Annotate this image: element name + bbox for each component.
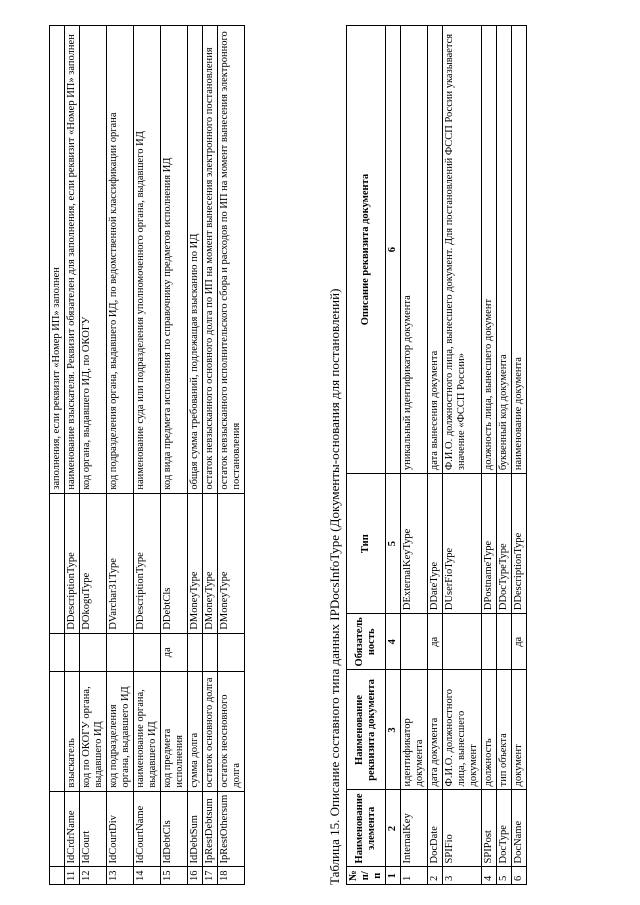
attribute-name: идентификатор документа	[401, 670, 428, 790]
attribute-name: код по ОКОГУ органа, выдавшего ИД	[80, 671, 107, 791]
attribute-description: код органа, выдавшего ИД, по ОКОГУ	[80, 26, 107, 494]
header-cell: Описание реквизита документа	[347, 26, 386, 474]
header-cell: Наименование элемента	[347, 790, 386, 867]
required-flag	[50, 633, 65, 671]
ipdocsinfo-table	[346, 25, 527, 885]
data-type: DOkoguType	[80, 493, 107, 633]
element-name: IdCourtName	[134, 791, 161, 867]
data-type: DMoneyType	[218, 493, 245, 633]
ipdocsinfo-table-body	[401, 26, 527, 885]
attribute-description: общая сумма требований, подлежащая взысканию по ИД	[188, 26, 203, 494]
header-cell: Обязатель ность	[347, 614, 386, 670]
data-type: DDescriptionType	[65, 493, 80, 633]
attribute-description: должность лица, вынесшего документ	[482, 26, 497, 474]
required-flag	[107, 633, 134, 671]
required-flag: да	[428, 614, 443, 670]
attribute-description: буквенный код документа	[497, 26, 512, 474]
row-number: 1	[401, 867, 428, 885]
row-number: 4	[482, 867, 497, 885]
header-cell: Тип	[347, 474, 386, 614]
element-name: DocType	[497, 790, 512, 867]
element-name: IdCrdrName	[65, 791, 80, 867]
data-type: DDescriptionType	[512, 474, 527, 614]
column-number: 6	[386, 26, 401, 474]
table-row	[107, 26, 134, 885]
required-flag	[401, 614, 428, 670]
row-number: 17	[203, 867, 218, 885]
element-name: DocName	[512, 790, 527, 867]
data-type: DDebtCls	[161, 493, 188, 633]
data-type: DDescriptionType	[134, 493, 161, 633]
required-flag	[218, 633, 245, 671]
attribute-name: сумма долга	[188, 671, 203, 791]
attribute-name: документ	[512, 670, 527, 790]
attribute-description: наименование документа	[512, 26, 527, 474]
table-row	[512, 26, 527, 885]
data-type: DDocTypeType	[497, 474, 512, 614]
attributes-table-body	[50, 26, 245, 885]
table-row	[80, 26, 107, 885]
column-number-row	[386, 26, 401, 885]
column-number: 1	[386, 867, 401, 885]
attribute-description: код вида предмета исполнения по справочнику предметов исполнения ИД	[161, 26, 188, 494]
attribute-description: остаток невзысканного исполнительского сбора и расходов по ИП на момент вынесения электронного постановления	[218, 26, 245, 494]
attribute-description: дата вынесения документа	[428, 26, 443, 474]
element-name: IpRestOthersum	[218, 791, 245, 867]
table-row	[65, 26, 80, 885]
row-number: 16	[188, 867, 203, 885]
element-name: IdCourt	[80, 791, 107, 867]
row-number: 14	[134, 867, 161, 885]
table-row	[443, 26, 482, 885]
table-row	[428, 26, 443, 885]
element-name: SPIPost	[482, 790, 497, 867]
row-number: 13	[107, 867, 134, 885]
attribute-description: Ф.И.О. должностного лица, вынесшего документ. Для постановлений ФССП России указывается значение «ФССП России»	[443, 26, 482, 474]
attribute-name: Ф.И.О. должностного лица, вынесшего документ	[443, 670, 482, 790]
required-flag	[80, 633, 107, 671]
column-number: 2	[386, 790, 401, 867]
element-name: IdDebtCls	[161, 791, 188, 867]
row-number: 11	[65, 867, 80, 885]
table-row	[161, 26, 188, 885]
column-number: 3	[386, 670, 401, 790]
row-number: 2	[428, 867, 443, 885]
required-flag	[443, 614, 482, 670]
table-row	[401, 26, 428, 885]
table-row	[218, 26, 245, 885]
table-row	[134, 26, 161, 885]
element-name: InternalKey	[401, 790, 428, 867]
attribute-description: наименование суда или подразделения уполномоченного органа, выдавшего ИД	[134, 26, 161, 494]
attribute-name: должность	[482, 670, 497, 790]
row-number: 6	[512, 867, 527, 885]
row-number: 18	[218, 867, 245, 885]
attribute-name	[50, 671, 65, 791]
attribute-name: код предмета исполнения	[161, 671, 188, 791]
data-type: DMoneyType	[203, 493, 218, 633]
element-name: IdCourtDiv	[107, 791, 134, 867]
attribute-name: взыскатель	[65, 671, 80, 791]
attribute-description: код подразделения органа, выдавшего ИД, по ведомственной классификации органа	[107, 26, 134, 494]
data-type: DUserFioType	[443, 474, 482, 614]
row-number	[50, 867, 65, 885]
rotated-page	[49, 25, 619, 885]
data-type: DExternalKeyType	[401, 474, 428, 614]
table-header-row	[347, 26, 386, 885]
header-cell: Наименование реквизита документа	[347, 670, 386, 790]
attributes-table-continued	[49, 25, 245, 885]
attribute-name: наименование органа, выдавшего ИД	[134, 671, 161, 791]
element-name: IdDebtSum	[188, 791, 203, 867]
table-caption: Таблица 15. Описание составного типа данных IPDocsInfoType (Документы-основания для постановлений)	[327, 288, 342, 885]
table-row	[497, 26, 512, 885]
required-flag: да	[512, 614, 527, 670]
required-flag	[65, 633, 80, 671]
required-flag	[188, 633, 203, 671]
attribute-description: наименование взыскателя. Реквизит обязателен для заполнения, если реквизит «Номер ИП» заполнен	[65, 26, 80, 494]
attribute-description: остаток невзысканного основного долга по ИП на момент вынесения электронного постановления	[203, 26, 218, 494]
data-type	[50, 493, 65, 633]
attribute-description: уникальный идентификатор документа	[401, 26, 428, 474]
required-flag	[497, 614, 512, 670]
attribute-description: заполнения, если реквизит «Номер ИП» заполнен	[50, 26, 65, 494]
column-number: 4	[386, 614, 401, 670]
table-row	[50, 26, 65, 885]
attribute-name: код подразделения органа, выдавшего ИД	[107, 671, 134, 791]
attribute-name: тип объекта	[497, 670, 512, 790]
required-flag	[203, 633, 218, 671]
data-type: DPostnameType	[482, 474, 497, 614]
data-type: DVarchar31Type	[107, 493, 134, 633]
element-name: IpRestDebtsum	[203, 791, 218, 867]
required-flag	[134, 633, 161, 671]
attribute-name: остаток основного долга	[203, 671, 218, 791]
required-flag: да	[161, 633, 188, 671]
attribute-name: дата документа	[428, 670, 443, 790]
attribute-name: остаток неосновного долга	[218, 671, 245, 791]
element-name: DocDate	[428, 790, 443, 867]
data-type: DDateType	[428, 474, 443, 614]
header-cell: № п/п	[347, 867, 386, 885]
element-name	[50, 791, 65, 867]
element-name: SPIFio	[443, 790, 482, 867]
row-number: 15	[161, 867, 188, 885]
row-number: 5	[497, 867, 512, 885]
row-number: 12	[80, 867, 107, 885]
data-type: DMoneyType	[188, 493, 203, 633]
table-row	[188, 26, 203, 885]
table-row	[482, 26, 497, 885]
column-number: 5	[386, 474, 401, 614]
required-flag	[482, 614, 497, 670]
table-row	[203, 26, 218, 885]
row-number: 3	[443, 867, 482, 885]
